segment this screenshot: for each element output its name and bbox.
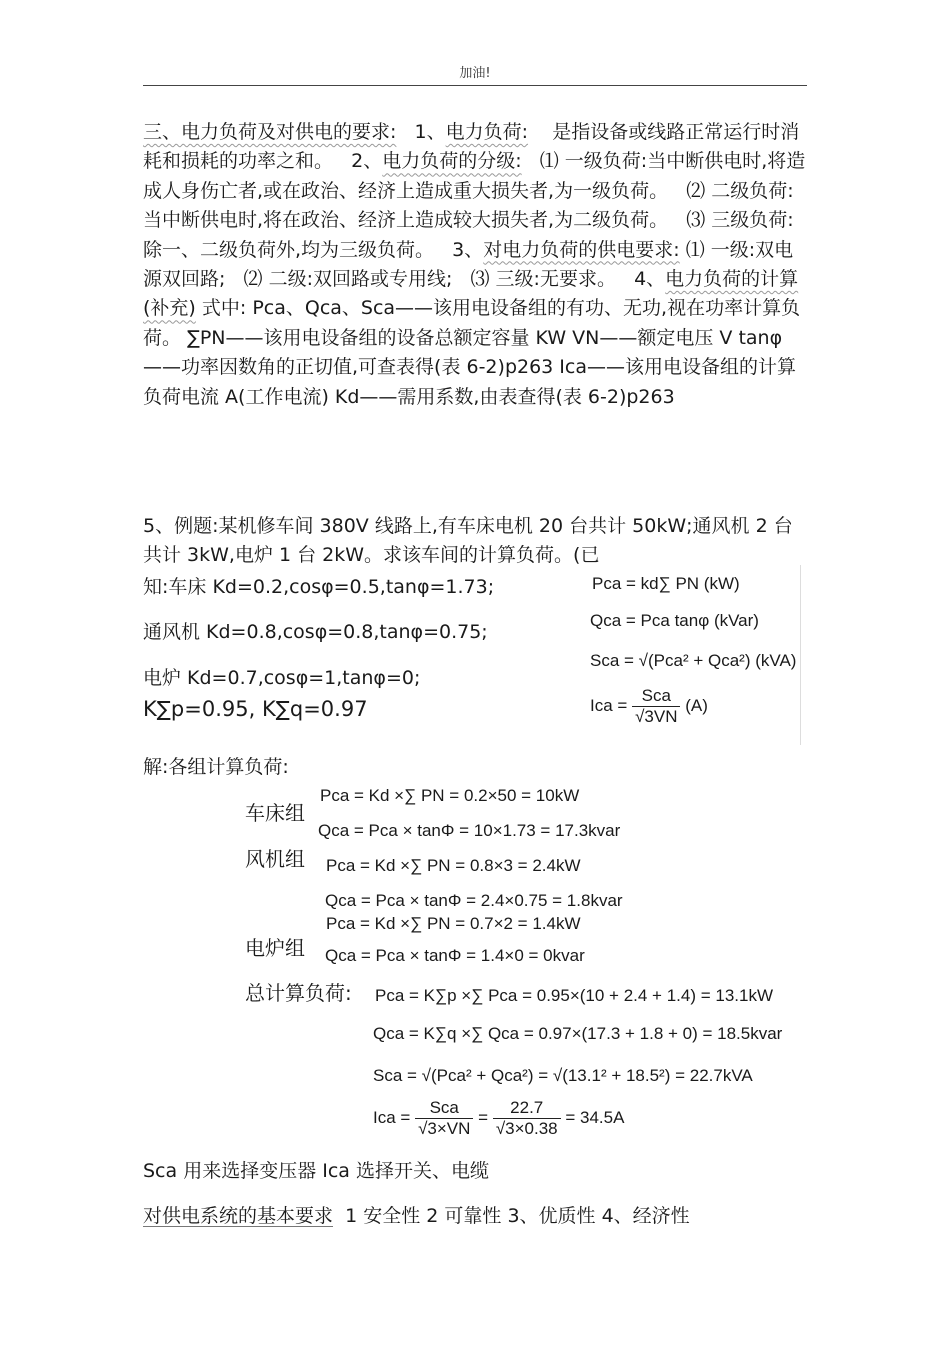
furnace-p: Pca = Kd ×∑ PN = 0.7×2 = 1.4kW	[326, 914, 581, 933]
fan-p: Pca = Kd ×∑ PN = 0.8×3 = 2.4kW	[326, 856, 581, 875]
heading-supply-requirements: 对电力负荷的供电要求:	[483, 238, 680, 261]
known-furnace: 电炉 Kd=0.7,cosφ=1,tanφ=0;	[143, 667, 421, 689]
num-3: 3、	[452, 238, 484, 261]
basic-requirements-items: 1 安全性 2 可靠性 3、优质性 4、经济性	[345, 1205, 690, 1227]
heading-classification: 电力负荷的分级:	[382, 150, 522, 173]
total-q: Qca = K∑q ×∑ Qca = 0.97×(17.3 + 1.8 + 0) = 18.5kvar	[373, 1024, 783, 1043]
formula-i	[590, 686, 708, 727]
total-i-denominator-2: √3×0.38	[495, 1119, 558, 1138]
total-i-result: = 34.5A	[565, 1107, 625, 1127]
total-p: Pca = K∑p ×∑ Pca = 0.95×(10 + 2.4 + 1.4) = 13.1kW	[375, 986, 774, 1005]
solution-intro: 解:各组计算负荷:	[143, 756, 289, 778]
num-2: 2、	[351, 150, 383, 173]
basic-requirements	[143, 1201, 690, 1228]
heading-power-load: 电力负荷:	[445, 121, 529, 143]
lathe-p: Pca = Kd ×∑ PN = 0.2×50 = 10kW	[320, 786, 580, 805]
formula-i-numerator: Sca	[632, 686, 680, 707]
lathe-q: Qca = Pca × tanΦ = 10×1.73 = 17.3kvar	[318, 821, 621, 840]
formula-i-denominator: √3VN	[635, 707, 678, 726]
fan-q: Qca = Pca × tanΦ = 2.4×0.75 = 1.8kvar	[325, 891, 623, 910]
example-problem: 5、例题:某机修车间 380V 线路上,有车床电机 20 台共计 50kW;通风机 2 台共计 3kW,电炉 1 台 2kW。求该车间的计算负荷。(已	[143, 515, 793, 567]
total-i-equals: =	[478, 1107, 489, 1127]
class-three: ⑶ 三级负荷:除一、二级负荷外,均为三级负荷。	[143, 209, 794, 261]
furnace-group-label: 电炉组	[245, 936, 305, 960]
total-i-denominator-1: √3×VN	[418, 1119, 471, 1138]
usage-note: Sca 用来选择变压器 Ica 选择开关、电缆	[143, 1160, 489, 1182]
total-i-numerator-2: 22.7	[493, 1098, 561, 1119]
heading-load-calculation: 电力负荷的计算(补充)	[143, 268, 799, 320]
header-rule	[143, 85, 807, 86]
total-i-fraction-1	[415, 1098, 473, 1139]
supply-two: ⑵ 二级:双回路或专用线;	[243, 268, 453, 291]
basic-requirements-title: 对供电系统的基本要求	[143, 1205, 334, 1227]
total-i-fraction-2	[493, 1098, 561, 1139]
supply-one: ⑴ 一级:双电源双回路;	[143, 238, 794, 291]
supply-three: ⑶ 三级:无要求。	[470, 268, 616, 291]
num-4: 4、	[634, 268, 666, 291]
power-load-definition: 是指设备或线路正常运行时消耗和损耗的功率之和。	[143, 121, 800, 173]
formula-i-fraction	[632, 686, 680, 727]
formula-q: Qca = Pca tanφ (kVar)	[590, 611, 759, 630]
furnace-q: Qca = Pca × tanΦ = 1.4×0 = 0kvar	[325, 946, 585, 965]
known-k-factors: K∑p=0.95, K∑q=0.97	[143, 697, 368, 721]
heading-load-requirements: 三、电力负荷及对供电的要求:	[143, 121, 397, 143]
total-i	[373, 1098, 624, 1139]
page-header: 加油!	[459, 66, 491, 81]
fan-group-label: 风机组	[245, 847, 305, 871]
total-s: Sca = √(Pca² + Qca²) = √(13.1² + 18.5²) = 22.7kVA	[373, 1066, 753, 1085]
formula-i-unit: (A)	[685, 695, 708, 715]
section-paragraph	[143, 118, 807, 412]
class-one: ⑴ 一级负荷:当中断供电时,将造成人身伤亡者,或在政治、经济上造成重大损失者,为一级负荷。	[143, 150, 806, 202]
total-i-left: Ica =	[373, 1107, 411, 1127]
symbol-definitions: 式中: Pca、Qca、Sca——该用电设备组的有功、无功,视在功率计算负荷。 ∑PN——该用电设备组的设备总额定容量 KW VN——额定电压 V tanφ——功率因数角的正切值,可查表得(表 6-2)p263 Ica——该用电设备组的计算负荷电流 A(工作电流) Kd——需用系数,由表查得(表 6-2)p263	[143, 297, 801, 408]
known-lathe: 知:车床 Kd=0.2,cosφ=0.5,tanφ=1.73;	[143, 576, 495, 598]
num-1: 1、	[414, 121, 446, 143]
total-i-numerator-1: Sca	[415, 1098, 473, 1119]
formula-i-left: Ica =	[590, 695, 628, 715]
known-fan: 通风机 Kd=0.8,cosφ=0.8,tanφ=0.75;	[143, 621, 488, 643]
formula-p: Pca = kd∑ PN (kW)	[592, 574, 740, 593]
total-load-label: 总计算负荷:	[245, 981, 352, 1005]
formula-box-border	[800, 565, 801, 745]
formula-s: Sca = √(Pca² + Qca²) (kVA)	[590, 651, 797, 670]
lathe-group-label: 车床组	[245, 801, 305, 825]
class-two: ⑵ 二级负荷:当中断供电时,将在政治、经济上造成较大损失者,为二级负荷。	[143, 179, 794, 232]
